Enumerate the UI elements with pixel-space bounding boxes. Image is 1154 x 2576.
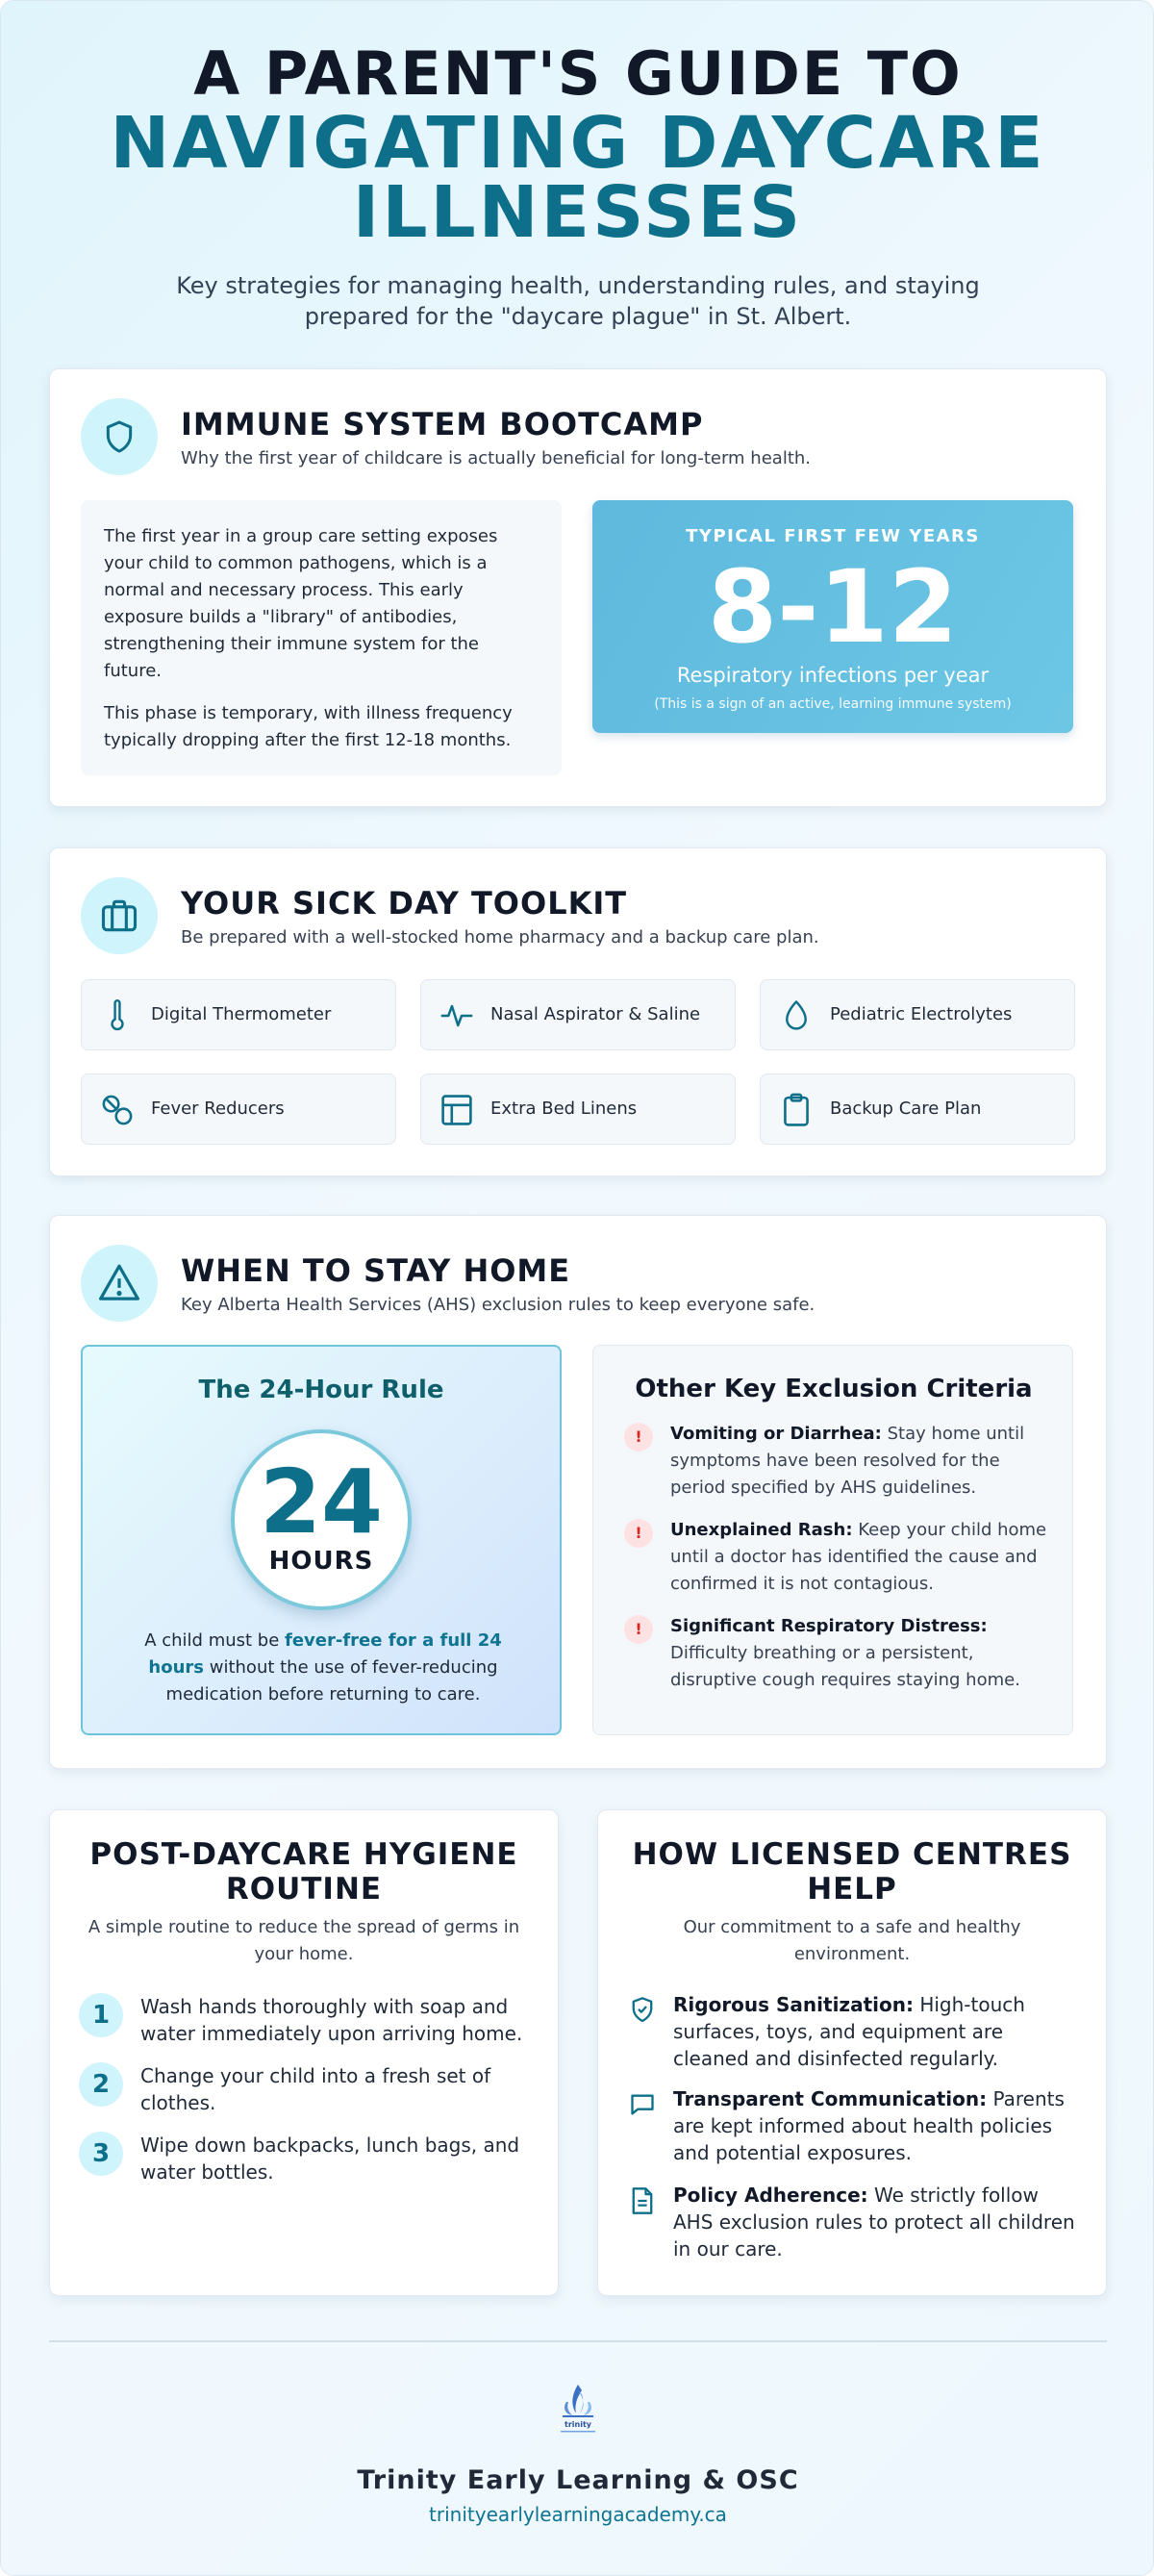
- criteria-label: Significant Respiratory Distress:: [670, 1616, 988, 1636]
- toolkit-item-label: Fever Reducers: [151, 1099, 285, 1119]
- centres-text: [673, 2085, 1079, 2166]
- hygiene-step: [79, 2062, 531, 2116]
- infection-stat-box: [592, 500, 1073, 733]
- rule-desc-pre: A child must be: [144, 1630, 286, 1651]
- chat-icon: [627, 2089, 658, 2120]
- title-line-3: ILLNESSES: [352, 171, 804, 254]
- step-number: 3: [79, 2132, 123, 2176]
- stat-label: TYPICAL FIRST FEW YEARS: [686, 526, 980, 546]
- rule-description: [131, 1628, 515, 1708]
- footer-divider: [49, 2340, 1107, 2342]
- criteria-body: Stay home until symptoms have been resolved for the period specified by AHS guidelines.: [670, 1424, 1025, 1498]
- hygiene-title-line-1: POST-DAYCARE HYGIENE: [89, 1837, 518, 1872]
- footer-website-link[interactable]: trinityearlylearningacademy.ca: [429, 2503, 727, 2526]
- stat-note: (This is a sign of an active, learning immune system): [654, 696, 1012, 712]
- centres-body: We strictly follow AHS exclusion rules to protect all children in our care.: [673, 2184, 1075, 2260]
- document-icon: [627, 2185, 658, 2216]
- immune-header: [81, 398, 1042, 475]
- toolkit-item-label: Extra Bed Linens: [490, 1099, 638, 1119]
- toolkit-section: [49, 847, 1107, 1176]
- hygiene-step: [79, 2132, 531, 2185]
- immune-section: [49, 368, 1107, 807]
- exclusion-criteria-box: [592, 1345, 1073, 1735]
- rule-title: The 24-Hour Rule: [198, 1376, 444, 1404]
- criteria-item: [624, 1613, 1047, 1694]
- warning-icon: [81, 1245, 158, 1322]
- centres-label: Policy Adherence:: [673, 2184, 868, 2207]
- rule-unit: HOURS: [268, 1547, 374, 1576]
- stay-home-section: [49, 1215, 1107, 1769]
- hygiene-title-line-2: ROUTINE: [225, 1872, 383, 1907]
- toolkit-item-label: Pediatric Electrolytes: [830, 1004, 1013, 1024]
- immune-paragraph-2: This phase is temporary, with illness frequency typically dropping after the first 12-18 months.: [104, 703, 513, 750]
- criteria-text: [670, 1421, 1047, 1502]
- alert-icon: !: [624, 1519, 653, 1548]
- hero-header: [1, 39, 1154, 332]
- centres-item: [627, 2182, 1079, 2262]
- shield-check-icon: [627, 1995, 658, 2026]
- step-text: Change your child into a fresh set of clothes.: [140, 2064, 491, 2114]
- hygiene-step: [79, 1993, 531, 2047]
- toolkit-item: [81, 979, 396, 1050]
- immune-title: IMMUNE SYSTEM BOOTCAMP: [181, 406, 704, 442]
- toolkit-item: [420, 979, 736, 1050]
- step-number: 1: [79, 1993, 123, 2037]
- step-number: 2: [79, 2062, 123, 2107]
- centres-subtitle: Our commitment to a safe and healthy environment.: [683, 1917, 1021, 1964]
- centres-label: Transparent Communication:: [673, 2087, 988, 2110]
- criteria-text: [670, 1613, 1047, 1694]
- criteria-item: [624, 1517, 1047, 1598]
- alert-icon: !: [624, 1423, 653, 1452]
- logo-text: trinity: [564, 2420, 591, 2429]
- immune-subtitle: Why the first year of childcare is actually beneficial for long-term health.: [181, 448, 812, 468]
- centres-title-line-1: HOW LICENSED CENTRES: [632, 1837, 1072, 1872]
- hygiene-title: [50, 1837, 558, 1907]
- page-subtitle: Key strategies for managing health, understanding rules, and staying prepared for the "daycare plague" in St. Albert.: [176, 272, 980, 330]
- criteria-item: [624, 1421, 1047, 1502]
- step-text: Wash hands thoroughly with soap and water immediately upon arriving home.: [140, 1995, 523, 2045]
- stat-value: 8-12: [707, 548, 959, 666]
- stat-description: Respiratory infections per year: [676, 664, 990, 687]
- hours-badge: [231, 1429, 412, 1610]
- rule-desc-post: without the use of fever-reducing medication before returning to care.: [165, 1657, 498, 1705]
- toolkit-header: [81, 877, 1042, 954]
- title-line-2: NAVIGATING DAYCARE: [110, 102, 1046, 185]
- pills-icon: [99, 1092, 136, 1128]
- stay-home-subtitle: Key Alberta Health Services (AHS) exclusion rules to keep everyone safe.: [181, 1295, 815, 1315]
- hygiene-subtitle: A simple routine to reduce the spread of germs in your home.: [88, 1917, 520, 1964]
- toolkit-title: YOUR SICK DAY TOOLKIT: [181, 885, 628, 922]
- toolkit-item: [760, 979, 1075, 1050]
- centres-label: Rigorous Sanitization:: [673, 1993, 914, 2016]
- briefcase-icon: [81, 877, 158, 954]
- criteria-text: [670, 1517, 1047, 1598]
- step-text: Wipe down backpacks, lunch bags, and water bottles.: [140, 2134, 520, 2184]
- stay-home-header: [81, 1245, 1042, 1322]
- criteria-body: Difficulty breathing or a persistent, disruptive cough requires staying home.: [670, 1643, 1020, 1690]
- criteria-body: Keep your child home until a doctor has identified the cause and confirmed it is not contagious.: [670, 1520, 1047, 1594]
- footer-organization-name: Trinity Early Learning & OSC: [357, 2465, 799, 2495]
- toolkit-item-label: Digital Thermometer: [151, 1004, 332, 1024]
- linens-icon: [439, 1092, 475, 1128]
- shield-icon: [81, 398, 158, 475]
- criteria-label: Unexplained Rash:: [670, 1520, 853, 1540]
- hygiene-section: [49, 1809, 559, 2296]
- centres-title: [598, 1837, 1106, 1907]
- rule-24-box: [81, 1345, 562, 1735]
- rule-number: 24: [259, 1451, 384, 1553]
- centres-section: [597, 1809, 1107, 2296]
- pulse-icon: [439, 998, 475, 1034]
- immune-paragraph-1: The first year in a group care setting exposes your child to common pathogens, which is a normal and necessary process. This early exposure builds a "library" of antibodies, strengthening their immune system for the future.: [104, 526, 498, 681]
- title-line-1: A PARENT'S GUIDE TO: [193, 38, 963, 109]
- stay-home-title: WHEN TO STAY HOME: [181, 1252, 571, 1289]
- toolkit-item: [760, 1073, 1075, 1145]
- centres-item: [627, 2085, 1079, 2166]
- alert-icon: !: [624, 1615, 653, 1644]
- centres-item: [627, 1991, 1079, 2072]
- toolkit-subtitle: Be prepared with a well-stocked home pharmacy and a backup care plan.: [181, 927, 819, 947]
- droplet-icon: [778, 998, 815, 1034]
- toolkit-item-label: Nasal Aspirator & Saline: [490, 1004, 701, 1024]
- toolkit-item-label: Backup Care Plan: [830, 1099, 982, 1119]
- clipboard-icon: [778, 1092, 815, 1128]
- centres-text: [673, 2182, 1079, 2262]
- toolkit-item: [420, 1073, 736, 1145]
- centres-body: High-touch surfaces, toys, and equipment are cleaned and disinfected regularly.: [673, 1993, 1025, 2070]
- criteria-title: Other Key Exclusion Criteria: [635, 1375, 1033, 1403]
- criteria-label: Vomiting or Diarrhea:: [670, 1424, 882, 1444]
- rule-desc-bold: fever-free for a full 24 hours: [148, 1630, 502, 1678]
- trinity-logo: [549, 2381, 607, 2440]
- centres-title-line-2: HELP: [807, 1872, 897, 1907]
- immune-text-box: [81, 500, 562, 775]
- centres-body: Parents are kept informed about health policies and potential exposures.: [673, 2087, 1065, 2164]
- thermometer-icon: [99, 998, 136, 1034]
- centres-text: [673, 1991, 1079, 2072]
- toolkit-item: [81, 1073, 396, 1145]
